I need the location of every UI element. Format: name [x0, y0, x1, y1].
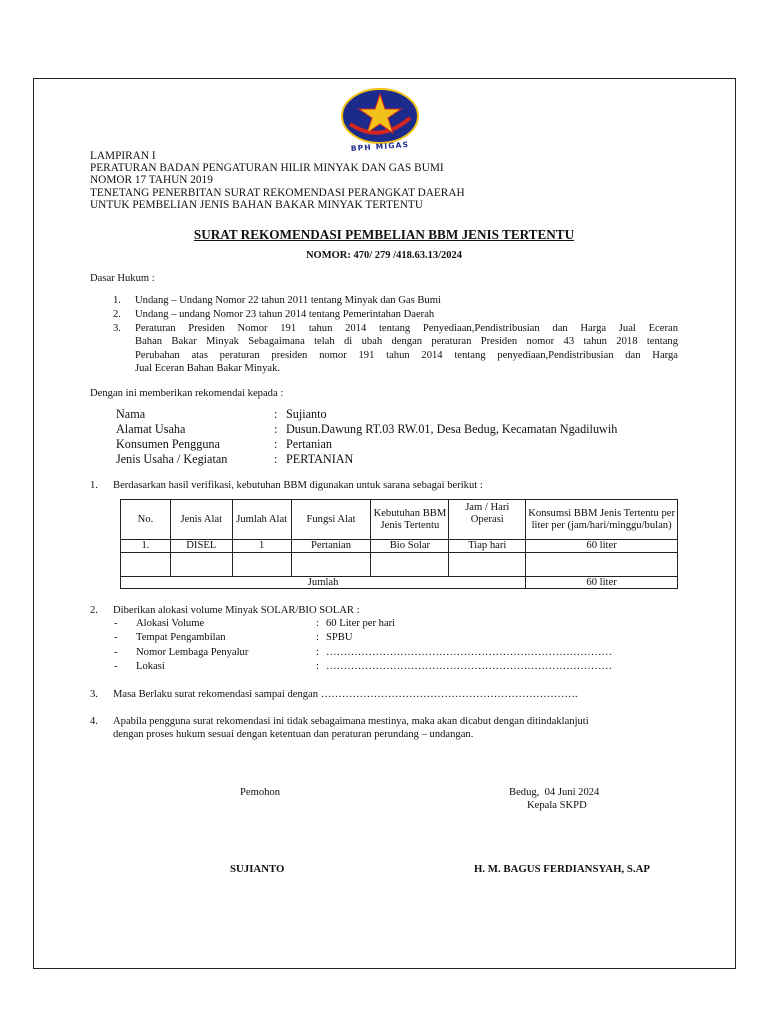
applicant-name: SUJIANTO [230, 863, 285, 875]
logo-text: BPH MIGAS [350, 139, 410, 154]
table-total-row [121, 576, 678, 589]
table-row-empty [121, 552, 678, 576]
identity-row: Nama : Sujianto [116, 407, 327, 421]
bbm-table [120, 499, 678, 589]
allocation-item: - Tempat Pengambilan : SPBU [114, 632, 353, 643]
document-number: NOMOR: 470/ 279 /418.63.13/2024 [305, 250, 463, 261]
document-title: SURAT REKOMENDASI PEMBELIAN BBM JENIS TERTENTU [193, 227, 575, 242]
list-item: 1. Undang – Undang Nomor 22 tahun 2011 tentang Minyak dan Gas Bumi [113, 295, 441, 306]
table-header: Fungsi Alat [291, 500, 371, 540]
allocation-item: - Lokasi : ……………………………………………………………………… [114, 661, 613, 672]
identity-row: Jenis Usaha / Kegiatan : PERTANIAN [116, 452, 354, 466]
allocation-item: - Alokasi Volume : 60 Liter per hari [114, 618, 396, 629]
table-cell: DISEL [170, 540, 232, 553]
table-cell: Bio Solar [371, 540, 449, 553]
list-item: 2. Undang – undang Nomor 23 tahun 2014 tentang Pemerintahan Daerah [113, 309, 435, 320]
official-label: Kepala SKPD [527, 800, 587, 811]
bph-migas-logo [328, 86, 432, 158]
table-cell: Tiap hari [449, 540, 526, 553]
table-header: Konsumsi BBM Jenis Tertentu per liter per (jam/hari/minggu/bulan) [526, 500, 678, 540]
table-cell: Pertanian [291, 540, 371, 553]
table-row [121, 540, 678, 553]
table-header: No. [121, 500, 171, 540]
dasar-hukum-label: Dasar Hukum : [90, 273, 155, 284]
total-value: 60 liter [526, 576, 678, 589]
identity-row: Konsumen Pengguna : Pertanian [116, 437, 333, 451]
table-header: Jam / Hari Operasi [449, 500, 526, 540]
header-line: TENETANG PENERBITAN SURAT REKOMENDASI PERANGKAT DAERAH [90, 186, 465, 199]
identity-row: Alamat Usaha : Dusun.Dawung RT.03 RW.01, Desa Bedug, Kecamatan Ngadiluwih [116, 422, 618, 436]
list-item: 3. Peraturan Presiden Nomor 191 tahun 2014 tentang Penyediaan,Pendistribusian dan Harga Jual Eceran Bahan Bakar Minyak Sebagaimana telah di ubah dengan peraturan Presiden nomor 43 tahun 2018 tentang Perubahan atas peraturan presiden nomor 191 tahun 2014 tentang penyediaan,Pendistribusian dan Harga Jual Eceran Bahan Bakar Minyak. [113, 323, 678, 375]
table-cell: 60 liter [526, 540, 678, 553]
intro-text: Dengan ini memberikan rekomendai kepada : [90, 388, 284, 399]
header-line: LAMPIRAN I [90, 150, 156, 162]
table-header: Kebutuhan BBM Jenis Tertentu [371, 500, 449, 540]
total-label: Jumlah [121, 576, 526, 589]
header-line: NOMOR 17 TAHUN 2019 [90, 174, 213, 187]
table-cell: 1 [232, 540, 291, 553]
allocation-item: - Nomor Lembaga Penyalur : ……………………………………………………………………… [114, 647, 613, 658]
table-header: Jumlah Alat [232, 500, 291, 540]
dasar-hukum-list [90, 294, 680, 376]
applicant-label: Pemohon [240, 787, 281, 798]
table-header-row [121, 500, 678, 540]
header-line: PERATURAN BADAN PENGATURAN HILIR MINYAK DAN GAS BUMI [90, 162, 444, 175]
table-cell: 1. [121, 540, 171, 553]
place-date: Bedug, 04 Juni 2024 [509, 787, 600, 798]
lampiran-header [90, 150, 465, 211]
official-name: H. M. BAGUS FERDIANSYAH, S.AP [474, 863, 650, 875]
table-header: Jenis Alat [170, 500, 232, 540]
header-line: UNTUK PEMBELIAN JENIS BAHAN BAKAR MINYAK TERTENTU [90, 198, 423, 211]
